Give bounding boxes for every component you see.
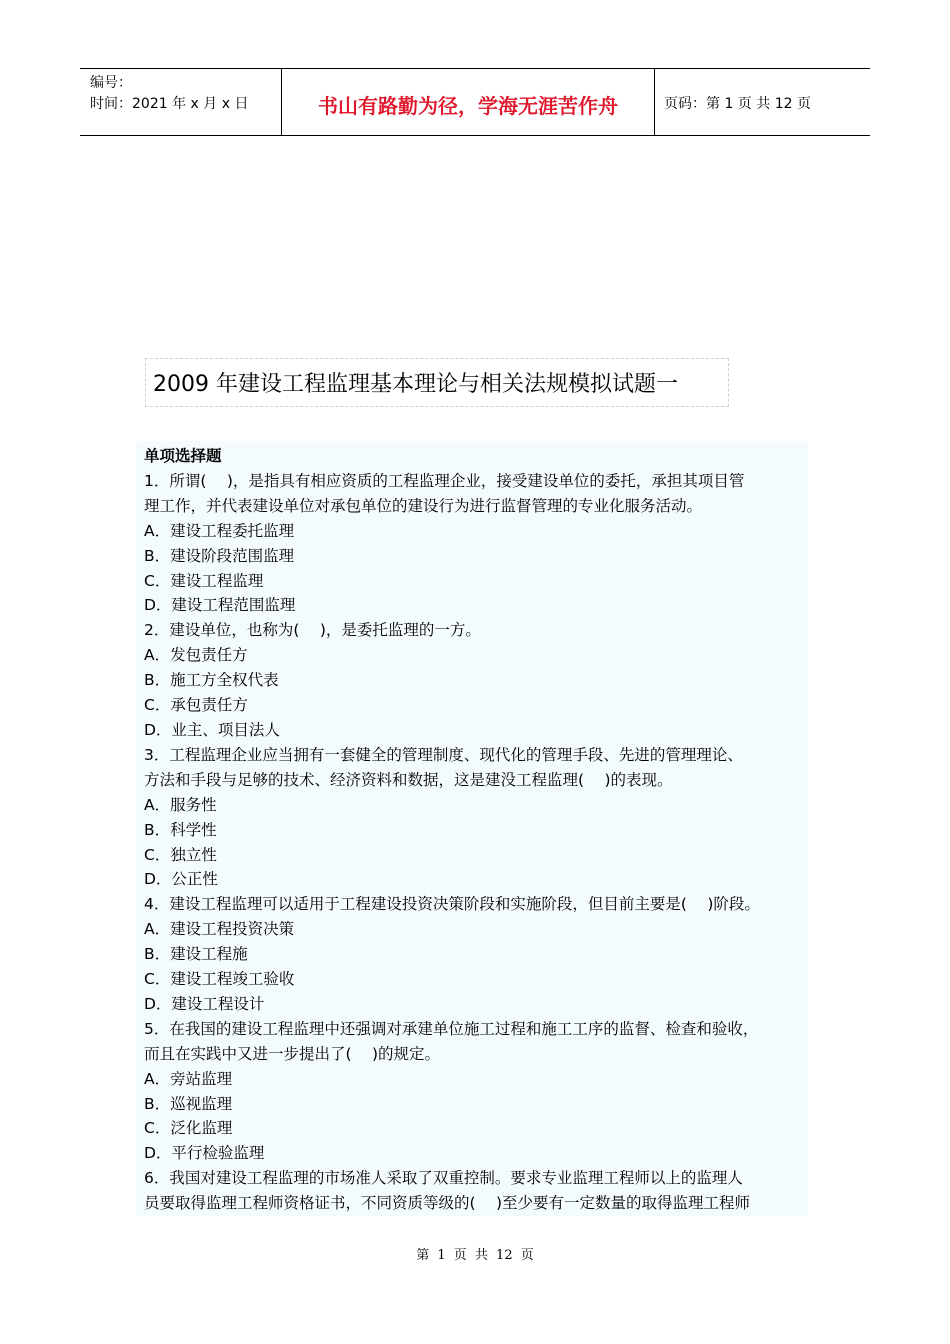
text-line: 6．我国对建设工程监理的市场准人采取了双重控制。要求专业监理工程师以上的监理人 bbox=[144, 1169, 743, 1188]
text-line: C．承包责任方 bbox=[144, 696, 248, 715]
text-line: 理工作，并代表建设单位对承包单位的建设行为进行监督管理的专业化服务活动。 bbox=[144, 496, 703, 515]
header-table bbox=[80, 68, 870, 136]
document-title: 2009 年建设工程监理基本理论与相关法规模拟试题一 bbox=[145, 358, 729, 407]
section-heading: 单项选择题 bbox=[144, 447, 222, 465]
text-line: 1．所谓( )，是指具有相应资质的工程监理企业，接受建设单位的委托，承担其项目管 bbox=[144, 471, 745, 490]
time-label: 时间：2021 年 x 月 x 日 bbox=[90, 96, 249, 112]
text-line: C．建设工程竣工验收 bbox=[144, 970, 295, 989]
number-label: 编号： bbox=[90, 75, 132, 91]
text-line: 5．在我国的建设工程监理中还强调对承建单位施工过程和施工工序的监督、检查和验收， bbox=[144, 1019, 759, 1038]
text-line: B．科学性 bbox=[144, 820, 217, 839]
text-line: 4．建设工程监理可以适用于工程建设投资决策阶段和实施阶段，但目前主要是( )阶段。 bbox=[144, 895, 760, 914]
question-content bbox=[136, 441, 808, 1216]
text-line: D．建设工程设计 bbox=[144, 994, 265, 1013]
text-line: D．公正性 bbox=[144, 870, 218, 889]
text-line: A．服务性 bbox=[144, 795, 217, 814]
text-line: B．施工方全权代表 bbox=[144, 671, 279, 690]
text-line: A．旁站监理 bbox=[144, 1069, 233, 1088]
text-line: 2．建设单位，也称为( )，是委托监理的一方。 bbox=[144, 621, 481, 640]
text-line: D．平行检验监理 bbox=[144, 1144, 265, 1163]
text-line: 方法和手段与足够的技术、经济资料和数据，这是建没工程监理( )的表现。 bbox=[144, 770, 673, 789]
page-footer: 第 1 页 共 12 页 bbox=[416, 1248, 534, 1263]
header-motto: 书山有路勤为径，学海无涯苦作舟 bbox=[282, 69, 655, 135]
text-line: 员要取得监理工程师资格证书，不同资质等级的( )至少要有一定数量的取得监理工程师 bbox=[144, 1194, 751, 1213]
text-line: A．发包责任方 bbox=[144, 646, 248, 665]
text-line: 而且在实践中又进一步提出了( )的规定。 bbox=[144, 1044, 441, 1063]
text-line: 3．工程监理企业应当拥有一套健全的管理制度、现代化的管理手段、先进的管理理论、 bbox=[144, 745, 743, 764]
text-line: B．建设阶段范围监理 bbox=[144, 546, 295, 565]
text-line: D．业主、项目法人 bbox=[144, 720, 280, 739]
text-line: C．独立性 bbox=[144, 845, 217, 864]
header-meta-cell bbox=[80, 69, 282, 135]
text-line: B．建设工程施 bbox=[144, 945, 248, 964]
text-line: C．泛化监理 bbox=[144, 1119, 233, 1138]
text-line: A．建设工程委托监理 bbox=[144, 521, 295, 540]
text-line: B．巡视监理 bbox=[144, 1094, 233, 1113]
text-line: A．建设工程投资决策 bbox=[144, 920, 295, 939]
text-line: D．建设工程范围监理 bbox=[144, 596, 296, 615]
header-page-code: 页码：第 1 页 共 12 页 bbox=[664, 96, 811, 112]
text-line: C．建设工程监理 bbox=[144, 571, 264, 590]
